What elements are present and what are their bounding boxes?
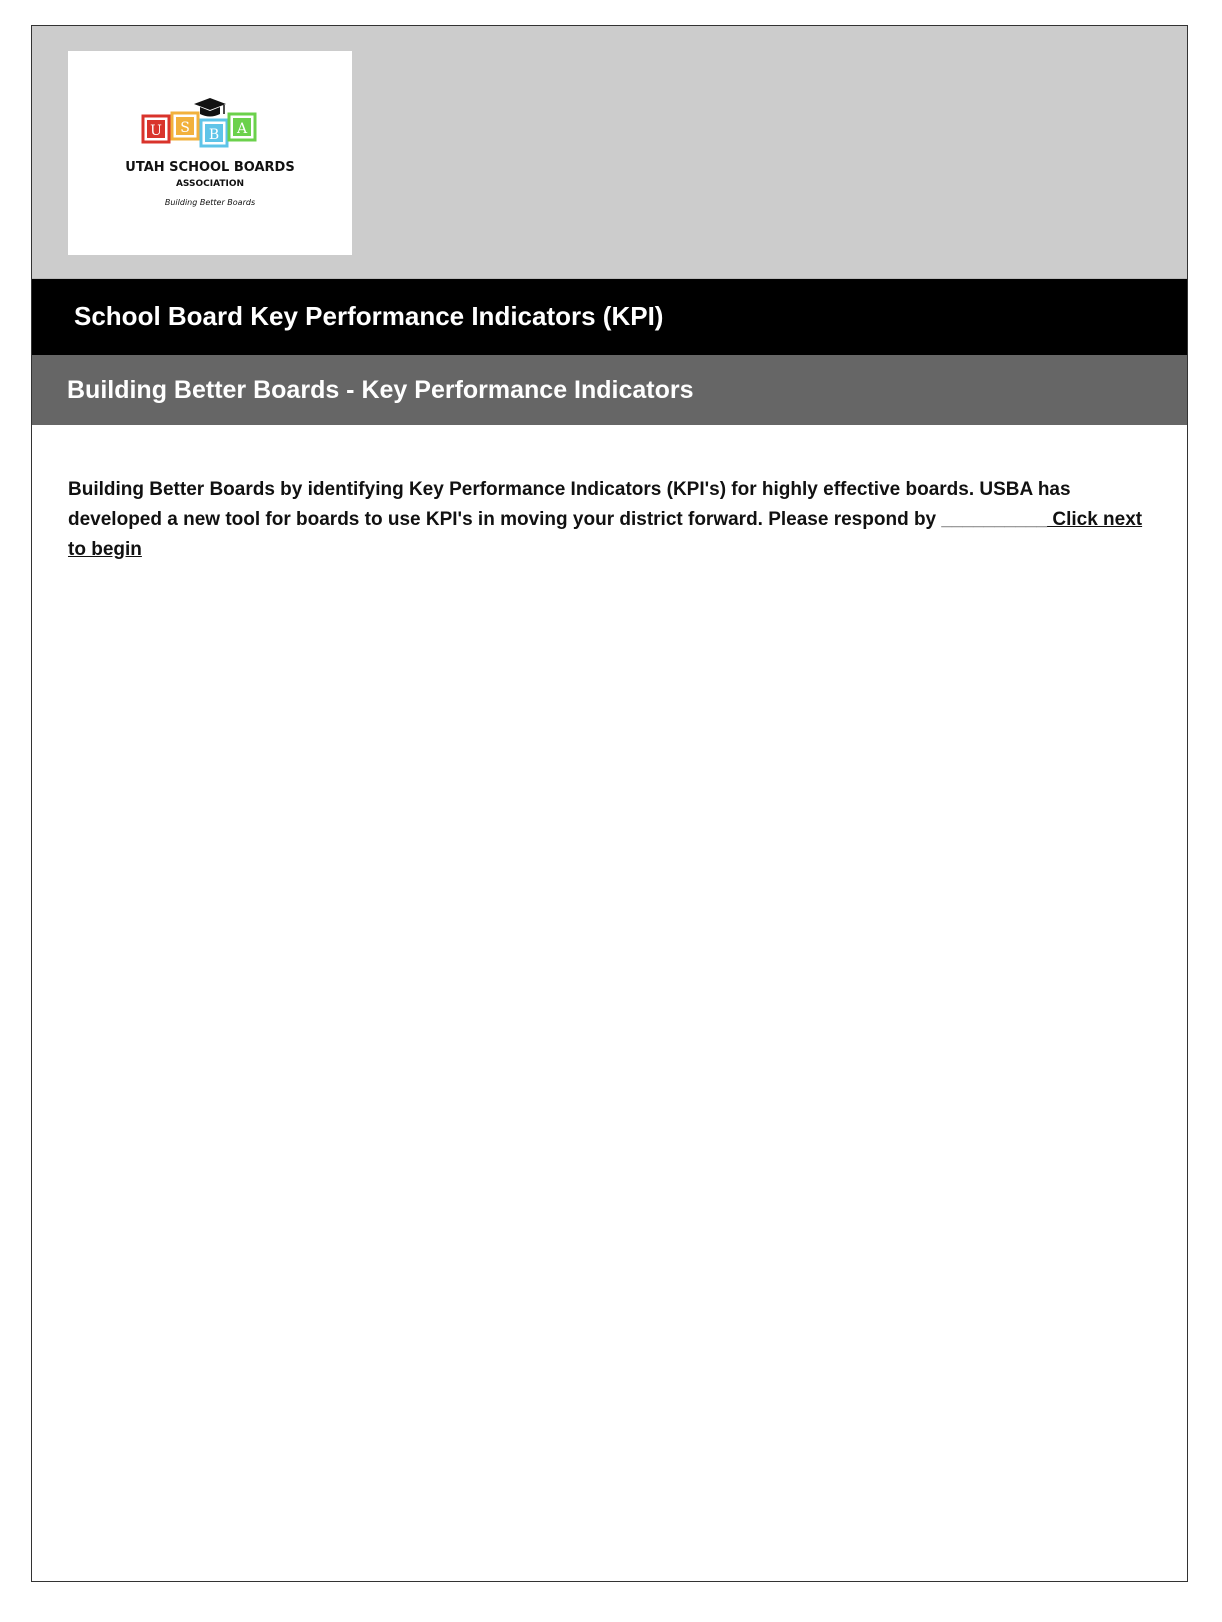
- logo-letter-u: U: [150, 123, 162, 139]
- page-title: School Board Key Performance Indicators (KPI): [74, 301, 664, 331]
- logo-letter-a: A: [236, 121, 248, 137]
- click-next-link[interactable]: Click next to begin: [68, 509, 1143, 560]
- header-band: [32, 26, 1187, 279]
- intro-text: Building Better Boards by identifying Key Performance Indicators (KPI's) for highly effective boards. USBA has developed a new tool for boards to use KPI's in moving your district forward. Please respond by: [68, 479, 1071, 530]
- logo-letter-s: S: [180, 120, 190, 136]
- letter-block-a: [229, 114, 255, 140]
- usba-logo: [68, 51, 352, 255]
- logo-org-name: UTAH SCHOOL BOARDS: [125, 160, 295, 175]
- logo-letter-b: B: [208, 127, 220, 143]
- logo-graphic: [68, 51, 352, 255]
- section-title: Building Better Boards - Key Performance Indicators: [67, 376, 694, 404]
- survey-page: [31, 25, 1188, 1582]
- intro-paragraph: [68, 475, 1160, 565]
- title-bar: [32, 279, 1187, 355]
- logo-org-sub: ASSOCIATION: [175, 179, 245, 189]
- logo-tagline: Building Better Boards: [164, 198, 256, 207]
- respond-by-blank: __________: [941, 509, 1048, 530]
- letter-block-b: [201, 120, 227, 146]
- section-header: [32, 355, 1187, 425]
- letter-block-u: [143, 116, 169, 142]
- letter-block-s: [172, 113, 198, 139]
